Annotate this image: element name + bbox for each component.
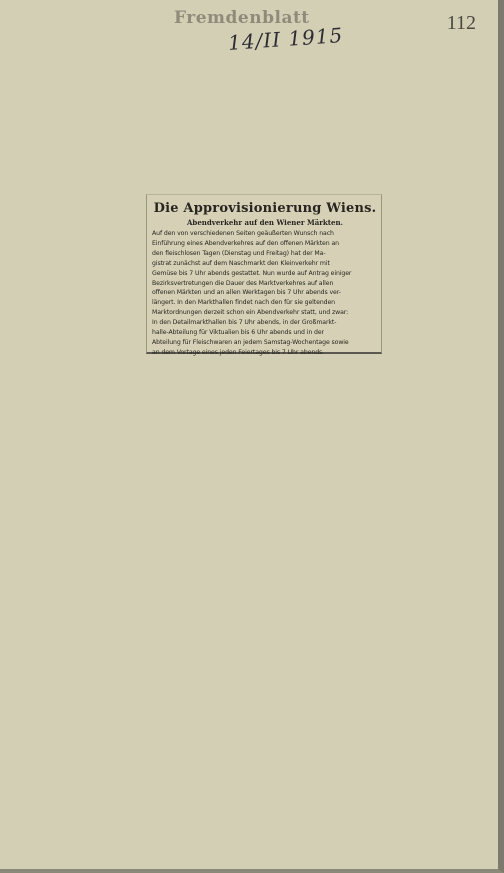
article-line: längert. In den Markthallen findet nach den für sie geltenden bbox=[152, 299, 335, 307]
article-line: offenen Märkten und an allen Werktagen bis 7 Uhr abends ver- bbox=[152, 289, 341, 297]
article-subtitle: Abendverkehr auf den Wiener Märkten. bbox=[187, 218, 343, 227]
article-line: an dem Vortage eines jeden Feiertages bis 7 Uhr abends. bbox=[152, 348, 325, 356]
handwritten-date: 14/II 1915 bbox=[227, 23, 344, 55]
article-body bbox=[152, 229, 378, 358]
newspaper-clipping bbox=[146, 194, 382, 354]
article-line: den fleischlosen Tagen (Dienstag und Freitag) hat der Ma- bbox=[152, 249, 326, 257]
article-line: Abteilung für Fleischwaren an jedem Samstag-Wochentage sowie bbox=[152, 338, 349, 346]
article-line: Auf den von verschiedenen Seiten geäußerten Wunsch nach bbox=[152, 230, 334, 237]
article-line: halle-Abteilung für Viktualien bis 6 Uhr abends und in der bbox=[152, 329, 324, 337]
article-line: Einführung eines Abendverkehres auf den offenen Märkten an bbox=[152, 239, 339, 247]
page-number: 112 bbox=[446, 12, 476, 34]
article-line: Bezirksvertretungen die Dauer des Marktverkehres auf allen bbox=[152, 279, 334, 287]
newspaper-stamp: Fremdenblatt bbox=[174, 8, 310, 28]
article-line: In den Detailmarkthallen bis 7 Uhr abends, in der Großmarkt- bbox=[152, 319, 337, 327]
article-line: Gemüse bis 7 Uhr abends gestattet. Nun wurde auf Antrag einiger bbox=[152, 269, 352, 277]
article-title: Die Approvisionierung Wiens. bbox=[153, 201, 377, 216]
article-line: gistrat zunächst auf dem Naschmarkt den Kleinverkehr mit bbox=[152, 259, 330, 267]
article-line: Marktordnungen derzeit schon ein Abendverkehr statt, und zwar: bbox=[152, 309, 349, 317]
